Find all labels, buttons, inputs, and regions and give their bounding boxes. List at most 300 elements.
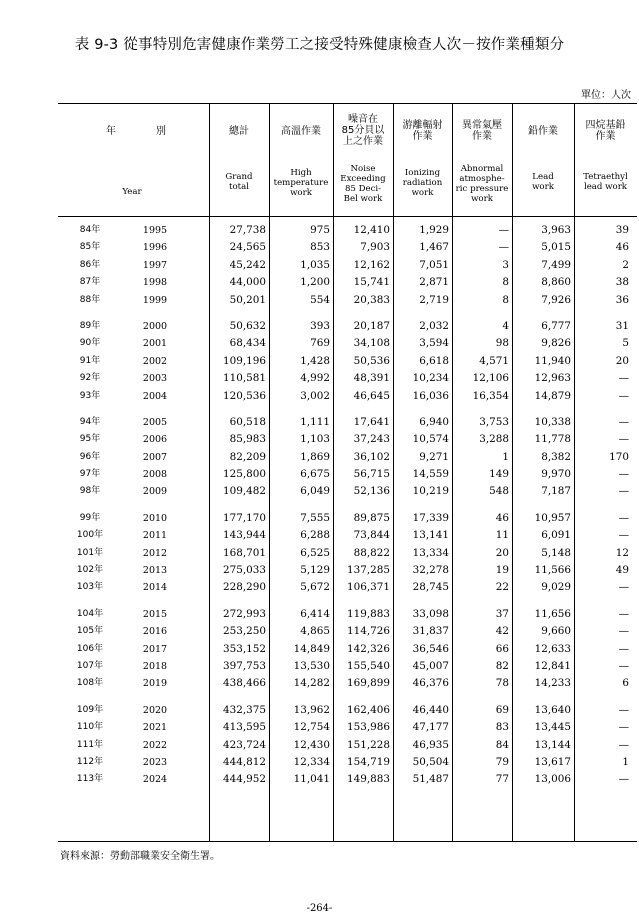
cell-ad-year: 2014 (142, 582, 168, 594)
cell-ionizing: 1,467 (419, 241, 449, 254)
cell-noise: 154,719 (347, 755, 390, 768)
cell-abnormal-pressure: 98 (495, 337, 509, 350)
cell-ad-year: 2002 (142, 355, 168, 367)
cell-total: 397,753 (223, 659, 266, 672)
cell-lead: 11,778 (534, 433, 571, 446)
cell-noise: 73,844 (353, 529, 390, 542)
table-row (0, 527, 639, 544)
cell-total: 44,000 (229, 276, 266, 289)
cell-total: 110,581 (223, 372, 266, 385)
cell-high-temp: 4,992 (300, 372, 330, 385)
cell-total: 24,565 (229, 241, 266, 254)
cell-noise: 89,875 (353, 511, 390, 524)
cell-noise: 162,406 (347, 703, 390, 716)
cell-high-temp: 14,282 (293, 677, 330, 690)
header-col-ionizing-zh: 游離輻射 作業 (402, 120, 443, 142)
cell-total: 275,033 (223, 564, 266, 577)
cell-roc-year: 108年 (76, 678, 104, 689)
cell-roc-year: 90年 (79, 338, 101, 349)
cell-abnormal-pressure: 16,354 (472, 389, 509, 402)
cell-total: 50,632 (229, 319, 266, 332)
cell-total: 438,466 (223, 677, 266, 690)
header-year-en: Year (122, 187, 142, 197)
cell-ionizing: 51,487 (412, 773, 449, 786)
cell-abnormal-pressure: 78 (495, 677, 509, 690)
cell-ad-year: 1998 (142, 277, 168, 289)
header-col-high-temp-zh: 高溫作業 (281, 126, 321, 137)
cell-tetraethyl-lead: 39 (615, 224, 629, 236)
header-col-abnormal-pressure-en: Abnormal atmosphe- ric pressure work (455, 164, 509, 204)
cell-noise: 46,645 (353, 389, 390, 402)
cell-tetraethyl-lead: 49 (615, 564, 629, 577)
cell-noise: 151,228 (347, 738, 390, 751)
cell-ad-year: 2016 (142, 626, 168, 638)
cell-lead: 13,445 (534, 721, 571, 734)
cell-roc-year: 92年 (79, 373, 101, 384)
cell-noise: 153,986 (347, 721, 390, 734)
cell-lead: 14,233 (534, 677, 571, 690)
cell-ad-year: 2005 (142, 416, 168, 428)
cell-lead: 6,091 (541, 529, 571, 542)
table-row (0, 483, 639, 500)
cell-roc-year: 89年 (79, 320, 101, 331)
cell-ionizing: 10,234 (412, 372, 449, 385)
cell-high-temp: 554 (310, 293, 330, 306)
cell-roc-year: 86年 (79, 259, 101, 270)
header-rule (58, 216, 637, 217)
cell-lead: 12,633 (534, 642, 571, 655)
cell-tetraethyl-lead: 6 (622, 677, 629, 690)
cell-abnormal-pressure: 149 (489, 468, 509, 481)
cell-roc-year: 88年 (79, 294, 101, 305)
cell-ionizing: 33,098 (412, 607, 449, 620)
table-title: 表 9-3 從事特別危害健康作業勞工之接受特殊健康檢查人次－按作業種類分 (74, 37, 565, 53)
cell-high-temp: 7,555 (300, 511, 330, 524)
header-col-high-temp-en: High temperature work (273, 168, 329, 198)
cell-roc-year: 102年 (76, 565, 104, 576)
cell-roc-year: 91年 (79, 355, 101, 366)
table-row (0, 510, 639, 527)
top-rule (58, 103, 637, 104)
table-row (0, 414, 639, 431)
cell-tetraethyl-lead: 38 (615, 276, 629, 289)
cell-high-temp: 6,049 (300, 485, 330, 498)
cell-abnormal-pressure: 548 (489, 485, 509, 498)
cell-roc-year: 85年 (79, 242, 101, 253)
header-col-noise-en: Noise Exceeding 85 Deci- Bel work (340, 164, 386, 204)
cell-lead: 13,144 (534, 738, 571, 751)
cell-ionizing: 1,929 (419, 224, 449, 236)
cell-lead: 9,826 (541, 337, 571, 350)
cell-tetraethyl-lead: 1 (622, 755, 629, 768)
table-row (0, 335, 639, 352)
table-row (0, 274, 639, 291)
cell-ionizing: 31,837 (412, 625, 449, 638)
cell-roc-year: 105年 (76, 626, 104, 637)
cell-ad-year: 2012 (142, 547, 168, 559)
cell-total: 85,983 (229, 433, 266, 446)
table-body (0, 222, 639, 789)
table-row (0, 737, 639, 754)
cell-noise: 155,540 (347, 659, 390, 672)
cell-ad-year: 2018 (142, 660, 168, 672)
table-row (0, 222, 639, 239)
table-row (0, 449, 639, 466)
cell-lead: 9,970 (541, 468, 571, 481)
cell-total: 444,812 (223, 755, 266, 768)
cell-tetraethyl-lead: 36 (615, 293, 629, 306)
cell-noise: 52,136 (353, 485, 390, 498)
cell-noise: 20,187 (353, 319, 390, 332)
cell-high-temp: 5,672 (300, 581, 330, 594)
cell-high-temp: 5,129 (300, 564, 330, 577)
cell-high-temp: 14,849 (293, 642, 330, 655)
cell-ad-year: 2003 (142, 373, 168, 385)
cell-abnormal-pressure: 42 (495, 625, 509, 638)
cell-abnormal-pressure: 12,106 (472, 372, 509, 385)
cell-ionizing: 28,745 (412, 581, 449, 594)
source-note: 資料來源：勞動部職業安全衛生署。 (60, 851, 220, 862)
cell-ad-year: 2004 (142, 390, 168, 402)
cell-abnormal-pressure: 1 (502, 450, 509, 463)
header-col-tetraethyl-lead-en: Tetraethyl lead work (583, 172, 628, 192)
cell-ad-year: 1996 (142, 242, 168, 254)
cell-lead: 7,926 (541, 293, 571, 306)
cell-total: 168,701 (223, 546, 266, 559)
cell-roc-year: 96年 (79, 451, 101, 462)
cell-ionizing: 9,271 (419, 450, 449, 463)
cell-tetraethyl-lead: — (618, 529, 629, 542)
cell-tetraethyl-lead: — (618, 773, 629, 786)
cell-tetraethyl-lead: — (618, 738, 629, 751)
table-row (0, 239, 639, 256)
cell-tetraethyl-lead: — (618, 415, 629, 428)
cell-ad-year: 2007 (142, 451, 168, 463)
cell-high-temp: 1,111 (300, 415, 330, 428)
table-row (0, 658, 639, 675)
cell-lead: 12,963 (534, 372, 571, 385)
cell-tetraethyl-lead: — (618, 372, 629, 385)
cell-total: 353,152 (223, 642, 266, 655)
header-col-total-en: Grand total (225, 172, 253, 192)
cell-lead: 11,940 (534, 354, 571, 367)
cell-ad-year: 2006 (142, 434, 168, 446)
cell-ionizing: 2,871 (419, 276, 449, 289)
cell-high-temp: 1,200 (300, 276, 330, 289)
cell-abnormal-pressure: — (498, 224, 509, 236)
cell-high-temp: 6,525 (300, 546, 330, 559)
cell-roc-year: 93年 (79, 390, 101, 401)
cell-lead: 14,879 (534, 389, 571, 402)
header-col-total-zh: 總計 (229, 126, 249, 137)
cell-tetraethyl-lead: 31 (615, 319, 629, 332)
cell-abnormal-pressure: — (498, 241, 509, 254)
cell-abnormal-pressure: 82 (495, 659, 509, 672)
cell-noise: 149,883 (347, 773, 390, 786)
cell-high-temp: 1,869 (300, 450, 330, 463)
header-col-lead-zh: 鉛作業 (528, 126, 558, 137)
cell-lead: 13,006 (534, 773, 571, 786)
cell-lead: 12,841 (534, 659, 571, 672)
table-row (0, 771, 639, 788)
cell-ionizing: 50,504 (412, 755, 449, 768)
cell-ad-year: 2013 (142, 565, 168, 577)
cell-high-temp: 13,530 (293, 659, 330, 672)
cell-total: 68,434 (229, 337, 266, 350)
cell-high-temp: 393 (310, 319, 330, 332)
cell-tetraethyl-lead: 20 (615, 354, 629, 367)
cell-total: 109,482 (223, 485, 266, 498)
cell-noise: 17,641 (353, 415, 390, 428)
cell-total: 413,595 (223, 721, 266, 734)
cell-high-temp: 13,962 (293, 703, 330, 716)
cell-high-temp: 12,430 (293, 738, 330, 751)
table-row (0, 702, 639, 719)
cell-ionizing: 46,440 (412, 703, 449, 716)
cell-noise: 137,285 (347, 564, 390, 577)
cell-roc-year: 99年 (79, 512, 101, 523)
cell-abnormal-pressure: 77 (495, 773, 509, 786)
cell-total: 272,993 (223, 607, 266, 620)
table-row (0, 466, 639, 483)
table-row (0, 257, 639, 274)
cell-abnormal-pressure: 8 (502, 293, 509, 306)
cell-lead: 3,963 (541, 224, 571, 236)
cell-total: 432,375 (223, 703, 266, 716)
cell-total: 82,209 (229, 450, 266, 463)
cell-noise: 119,883 (347, 607, 390, 620)
cell-ionizing: 46,935 (412, 738, 449, 751)
table-row (0, 353, 639, 370)
cell-roc-year: 98年 (79, 486, 101, 497)
page-number: -264- (306, 903, 333, 914)
cell-noise: 37,243 (353, 433, 390, 446)
cell-total: 444,952 (223, 773, 266, 786)
cell-abnormal-pressure: 3,753 (479, 415, 509, 428)
cell-noise: 50,536 (353, 354, 390, 367)
cell-total: 45,242 (229, 258, 266, 271)
table-row (0, 675, 639, 692)
cell-ionizing: 6,940 (419, 415, 449, 428)
cell-abnormal-pressure: 3 (502, 258, 509, 271)
cell-ad-year: 2022 (142, 739, 168, 751)
cell-tetraethyl-lead: — (618, 511, 629, 524)
group-spacer (0, 309, 639, 318)
cell-lead: 10,957 (534, 511, 571, 524)
cell-roc-year: 94年 (79, 416, 101, 427)
cell-ad-year: 2010 (142, 512, 168, 524)
cell-roc-year: 84年 (79, 225, 101, 235)
cell-noise: 142,326 (347, 642, 390, 655)
cell-ionizing: 6,618 (419, 354, 449, 367)
cell-tetraethyl-lead: — (618, 703, 629, 716)
cell-total: 177,170 (223, 511, 266, 524)
cell-noise: 15,741 (353, 276, 390, 289)
cell-roc-year: 101年 (76, 547, 104, 558)
table-row (0, 545, 639, 562)
cell-ad-year: 2023 (142, 756, 168, 768)
table-row (0, 641, 639, 658)
cell-ionizing: 47,177 (412, 721, 449, 734)
header-col-tetraethyl-lead-zh: 四烷基鉛 作業 (585, 120, 626, 142)
cell-abnormal-pressure: 11 (495, 529, 509, 542)
cell-roc-year: 103年 (76, 582, 104, 593)
group-spacer (0, 501, 639, 510)
cell-lead: 7,499 (541, 258, 571, 271)
cell-lead: 9,660 (541, 625, 571, 638)
cell-ad-year: 1999 (142, 294, 168, 306)
cell-total: 253,250 (223, 625, 266, 638)
cell-tetraethyl-lead: — (618, 659, 629, 672)
cell-total: 50,201 (229, 293, 266, 306)
cell-lead: 11,656 (534, 607, 571, 620)
cell-roc-year: 95年 (79, 434, 101, 445)
cell-tetraethyl-lead: 12 (615, 546, 629, 559)
cell-ad-year: 2001 (142, 338, 168, 350)
cell-roc-year: 110年 (76, 722, 104, 733)
cell-noise: 56,715 (353, 468, 390, 481)
cell-tetraethyl-lead: — (618, 721, 629, 734)
cell-abnormal-pressure: 19 (495, 564, 509, 577)
cell-ionizing: 46,376 (412, 677, 449, 690)
cell-abnormal-pressure: 4,571 (479, 354, 509, 367)
cell-roc-year: 113年 (76, 774, 104, 785)
cell-high-temp: 1,103 (300, 433, 330, 446)
cell-ionizing: 32,278 (412, 564, 449, 577)
table-row (0, 431, 639, 448)
header-col-noise-zh: 噪音在 85分貝以 上之作業 (341, 114, 385, 147)
cell-lead: 13,640 (534, 703, 571, 716)
table-row (0, 562, 639, 579)
cell-total: 125,800 (223, 468, 266, 481)
cell-high-temp: 4,865 (300, 625, 330, 638)
group-spacer (0, 405, 639, 414)
cell-tetraethyl-lead: 5 (622, 337, 629, 350)
table-row (0, 370, 639, 387)
header-col-lead-en: Lead work (532, 172, 554, 192)
table-row (0, 623, 639, 640)
cell-roc-year: 106年 (76, 643, 104, 654)
cell-tetraethyl-lead: — (618, 642, 629, 655)
cell-abnormal-pressure: 22 (495, 581, 509, 594)
cell-lead: 5,015 (541, 241, 571, 254)
table-row (0, 318, 639, 335)
cell-noise: 88,822 (353, 546, 390, 559)
cell-lead: 8,382 (541, 450, 571, 463)
cell-noise: 106,371 (347, 581, 390, 594)
cell-ad-year: 2024 (142, 774, 168, 786)
cell-roc-year: 87年 (79, 277, 101, 288)
cell-total: 423,724 (223, 738, 266, 751)
cell-abnormal-pressure: 66 (495, 642, 509, 655)
cell-ionizing: 17,339 (412, 511, 449, 524)
cell-tetraethyl-lead: — (618, 433, 629, 446)
cell-ad-year: 2011 (142, 530, 168, 542)
table-row (0, 388, 639, 405)
cell-ionizing: 10,574 (412, 433, 449, 446)
cell-noise: 12,410 (353, 224, 390, 236)
cell-ad-year: 2009 (142, 486, 168, 498)
cell-total: 27,738 (229, 224, 266, 236)
cell-lead: 5,148 (541, 546, 571, 559)
cell-high-temp: 975 (310, 224, 330, 236)
cell-abnormal-pressure: 20 (495, 546, 509, 559)
cell-abnormal-pressure: 69 (495, 703, 509, 716)
cell-noise: 169,899 (347, 677, 390, 690)
cell-noise: 114,726 (347, 625, 390, 638)
cell-high-temp: 853 (310, 241, 330, 254)
cell-ad-year: 2017 (142, 643, 168, 655)
cell-abnormal-pressure: 84 (495, 738, 509, 751)
cell-ionizing: 7,051 (419, 258, 449, 271)
cell-high-temp: 1,035 (300, 258, 330, 271)
table-row (0, 292, 639, 309)
cell-ionizing: 36,546 (412, 642, 449, 655)
cell-noise: 20,383 (353, 293, 390, 306)
cell-total: 60,518 (229, 415, 266, 428)
cell-high-temp: 6,414 (300, 607, 330, 620)
cell-ad-year: 2000 (142, 320, 168, 332)
cell-high-temp: 769 (310, 337, 330, 350)
cell-ionizing: 13,141 (412, 529, 449, 542)
cell-total: 143,944 (223, 529, 266, 542)
cell-roc-year: 97年 (79, 469, 101, 480)
cell-lead: 10,338 (534, 415, 571, 428)
cell-tetraethyl-lead: 2 (622, 258, 629, 271)
cell-abnormal-pressure: 37 (495, 607, 509, 620)
cell-roc-year: 111年 (76, 739, 104, 750)
group-spacer (0, 597, 639, 606)
cell-lead: 9,029 (541, 581, 571, 594)
cell-ionizing: 3,594 (419, 337, 449, 350)
cell-roc-year: 100年 (76, 530, 104, 541)
cell-tetraethyl-lead: — (618, 485, 629, 498)
cell-noise: 48,391 (353, 372, 390, 385)
cell-lead: 13,617 (534, 755, 571, 768)
cell-total: 120,536 (223, 389, 266, 402)
table-row (0, 606, 639, 623)
cell-ad-year: 1995 (142, 225, 168, 236)
cell-tetraethyl-lead: — (618, 625, 629, 638)
cell-total: 109,196 (223, 354, 266, 367)
cell-high-temp: 12,754 (293, 721, 330, 734)
cell-ionizing: 14,559 (412, 468, 449, 481)
cell-ad-year: 2008 (142, 469, 168, 481)
cell-total: 228,290 (223, 581, 266, 594)
cell-high-temp: 12,334 (293, 755, 330, 768)
cell-ad-year: 1997 (142, 259, 168, 271)
cell-noise: 12,162 (353, 258, 390, 271)
cell-high-temp: 6,675 (300, 468, 330, 481)
cell-ad-year: 2021 (142, 722, 168, 734)
cell-high-temp: 6,288 (300, 529, 330, 542)
bottom-rule (58, 841, 637, 842)
group-spacer (0, 693, 639, 702)
cell-ionizing: 16,036 (412, 389, 449, 402)
table-row (0, 579, 639, 596)
cell-lead: 6,777 (541, 319, 571, 332)
cell-abnormal-pressure: 79 (495, 755, 509, 768)
cell-high-temp: 3,002 (300, 389, 330, 402)
cell-high-temp: 1,428 (300, 354, 330, 367)
cell-tetraethyl-lead: 46 (615, 241, 629, 254)
cell-abnormal-pressure: 46 (495, 511, 509, 524)
table-row (0, 719, 639, 736)
cell-abnormal-pressure: 4 (502, 319, 509, 332)
cell-roc-year: 104年 (76, 608, 104, 619)
table-row (0, 754, 639, 771)
cell-noise: 36,102 (353, 450, 390, 463)
